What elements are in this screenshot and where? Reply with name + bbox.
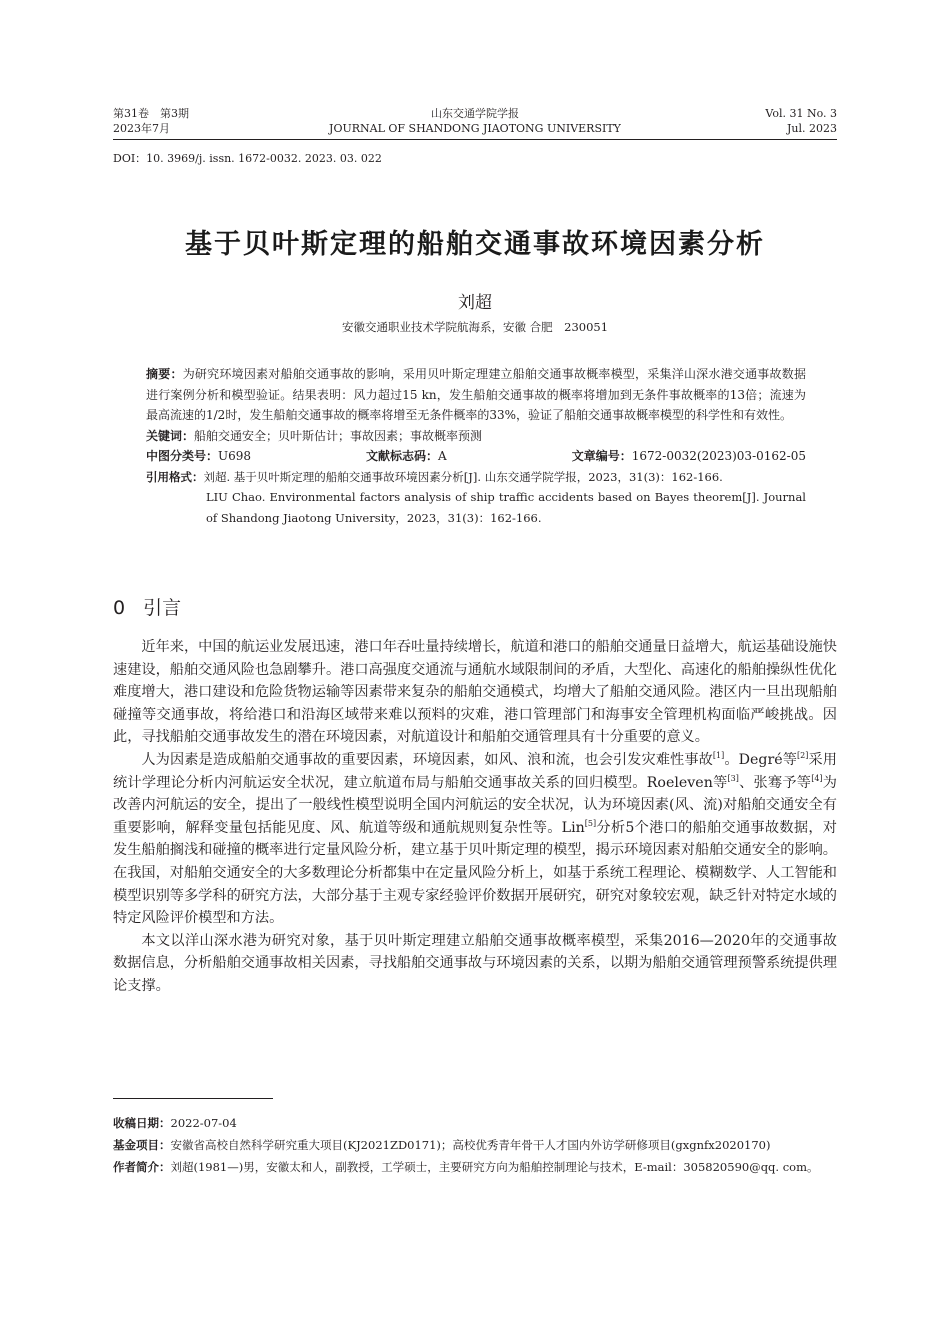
received-label: 收稿日期： [113,1116,171,1130]
header-vol-en: Vol. 31 No. 3 [765,107,837,120]
citation-ref-3[interactable]: [3] [727,773,739,783]
fund-value: 安徽省高校自然科学研究重大项目(KJ2021ZD0171)；高校优秀青年骨干人才国内外访学研修项目(gxgnfx2020170) [170,1138,771,1152]
received-date [113,1112,837,1134]
abstract-text: 为研究环境因素对船舶交通事故的影响，采用贝叶斯定理建立船舶交通事故概率模型，采集洋山深水港交通事故数据进行案例分析和模型验证。结果表明：风力超过15 kn，发生船舶交通事故的概率将增加到无条件事故概率的13倍；流速为最高流速的1/2时，发生船舶交通事故的概率将增至无条件概率的33%，验证了船舶交通事故概率模型的科学性和有效性。 [146,367,806,422]
article-no-label: 文章编号： [571,449,632,463]
citation-ref-1[interactable]: [1] [712,750,725,760]
clc [146,446,251,467]
header-date: 2023年7月 [113,122,170,135]
paragraph-2 [113,749,837,930]
p2-text-e: 为改善内河航运的安全，提出了一般线性模型说明全国内河航运的安全状况，认为环境因素(风、流)对船舶交通安全有重要影响，解释变量包括能见度、风、航道等级和通航规则复杂性等。Lin [113,774,837,836]
citation-label: 引用格式： [146,469,204,484]
header-rule [113,139,837,140]
article-no [572,446,806,467]
keywords-label: 关键词： [146,428,195,443]
paragraph-3: 本文以洋山深水港为研究对象，基于贝叶斯定理建立船舶交通事故概率模型，采集2016—2020年的交通事故数据信息，分析船舶交通事故相关因素，寻找船舶交通事故与环境因素的关系，以期为船舶交通管理预警系统提供理论支撑。 [113,932,837,994]
journal-name-en: JOURNAL OF SHANDONG JIAOTONG UNIVERSITY [329,122,621,135]
fund [113,1134,837,1156]
footnote-rule [113,1098,273,1099]
paper-title: 基于贝叶斯定理的船舶交通事故环境因素分析 [185,229,765,260]
doc-code-label: 文献标志码： [366,449,439,463]
p2-text-f: 分析5个港口的船舶交通事故数据，对发生船舶搁浅和碰撞的概率进行定量风险分析，建立基于贝叶斯定理的模型，揭示环境因素对船舶交通安全的影响。在我国，对船舶交通安全的大多数理论分析都集中在定量风险分析上，如基于系统工程理论、模糊数学、人工智能和模型识别等多学科的研究方法，大部分基于主观专家经验评价数据开展研究，研究对象较宏观，缺乏针对特定水域的特定风险评价模型和方法。 [113,819,837,927]
bio-label: 作者简介： [113,1160,171,1174]
citation [146,467,806,529]
received-value: 2022-07-04 [170,1116,237,1130]
header-date-en: Jul. 2023 [787,122,837,135]
section-number: 0 [113,597,126,619]
p2-text-d: 、张骞予等 [738,774,812,791]
abstract-label: 摘要： [146,367,183,381]
keywords-text: 船舶交通安全；贝叶斯估计；事故因素；事故概率预测 [194,428,483,443]
doc-code-value: A [438,449,447,463]
classification-row [146,446,806,467]
author: 刘超 [458,293,492,313]
doc-code [366,446,447,467]
abstract-block [146,364,806,528]
keywords [146,426,806,447]
journal-name-cn: 山东交通学院学报 [431,107,519,120]
header-volume: 第31卷 第3期 [113,107,189,120]
affiliation: 安徽交通职业技术学院航海系，安徽 合肥 230051 [341,320,609,334]
section-title: 引言 [143,597,182,619]
abstract [146,364,806,426]
clc-value: U698 [218,449,252,463]
p2-text-c: 采用统计学理论分析内河航运安全状况，建立航道布局与船舶交通事故关系的回归模型。Roeleven等 [113,751,837,791]
footnotes [113,1112,837,1178]
fund-label: 基金项目： [113,1138,171,1152]
p2-text-a: 人为因素是造成船舶交通事故的重要因素，环境因素，如风、浪和流，也会引发灾难性事故 [141,751,713,768]
citation-ref-5[interactable]: [5] [584,818,597,828]
section-heading [113,593,181,620]
clc-label: 中图分类号： [146,449,219,463]
paragraph-1: 近年来，中国的航运业发展迅速，港口年吞吐量持续增长，航道和港口的船舶交通量日益增大，航运基础设施快速建设，船舶交通风险也急剧攀升。港口高强度交通流与通航水域限制间的矛盾，大型化、高速化的船舶操纵性优化难度增大，港口建设和危险货物运输等因素带来复杂的船舶交通模式，均增大了船舶交通风险。港区内一旦出现船舶碰撞等交通事故，将给港口和沿海区域带来难以预料的灾难，港口管理部门和海事安全管理机构面临严峻挑战。因此，寻找船舶交通事故发生的潜在环境因素，对航道设计和船舶交通管理具有十分重要的意义。 [113,639,837,746]
author-bio [113,1156,837,1178]
citation-en: LIU Chao. Environmental factors analysis of ship traffic accidents based on Bayes theorem[J]. Journal of Shandong Jiaotong University，2023，31(3)：162-166. [206,490,806,525]
article-no-value: 1672-0032(2023)03-0162-05 [631,449,806,463]
header-right [765,106,837,136]
citation-ref-2[interactable]: [2] [797,750,809,760]
bio-value: 刘超(1981—)男，安徽太和人，副教授，工学硕士，主要研究方向为船舶控制理论与技术，E-mail：305820590@qq. com。 [170,1160,819,1174]
p2-text-b: 。Degré等 [724,751,798,768]
doi: DOI：10. 3969/j. issn. 1672-0032. 2023. 03. 022 [113,152,382,165]
citation-cn: 刘超. 基于贝叶斯定理的船舶交通事故环境因素分析[J]. 山东交通学院学报，2023，31(3)：162-166. [203,469,723,484]
citation-ref-4[interactable]: [4] [811,773,823,783]
body-text [113,636,837,998]
